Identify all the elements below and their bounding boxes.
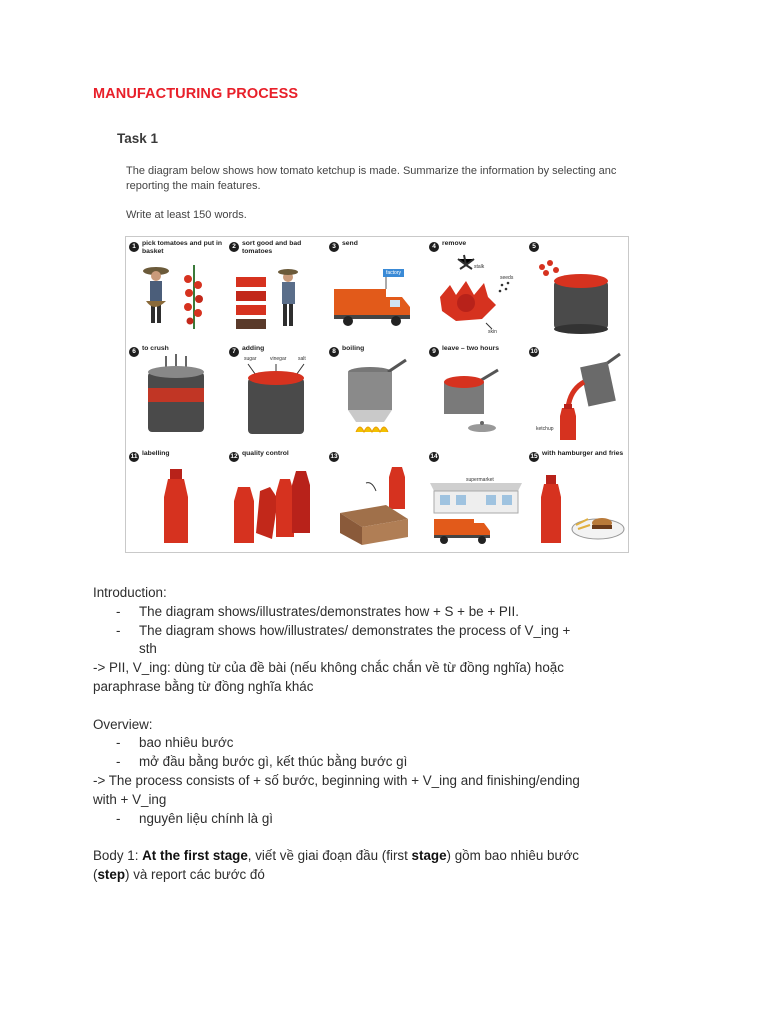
step-number: 13 <box>330 453 338 460</box>
body1-bold-first-stage: At the first stage <box>142 848 248 864</box>
farmer-picking-icon <box>126 237 226 342</box>
body1-end: ) và report các bước đó <box>125 866 265 882</box>
intro-bullet-2-cont-text: sth <box>139 641 157 657</box>
vinegar-label: vinegar <box>270 356 287 362</box>
skin-label: skin <box>488 329 497 335</box>
step-number: 11 <box>130 453 138 460</box>
salt-label: salt <box>298 356 306 362</box>
step-10-cell <box>526 342 626 447</box>
step-15-cell <box>526 447 626 552</box>
step-number: 6 <box>129 347 139 357</box>
step-label: sort good and bad tomatoes <box>242 240 302 255</box>
step-label: to crush <box>142 345 169 352</box>
body1-mid-1: , viết về giai đoạn đầu (first <box>247 848 412 864</box>
body1-bold-step: step <box>97 866 126 882</box>
overview-note-line-1: -> The process consists of + số bước, beginning with + V_ing and finishing/ending <box>93 772 580 788</box>
body1-open-paren: ( <box>93 866 98 882</box>
truck-icon <box>326 237 426 342</box>
supermarket-truck-icon <box>426 447 526 552</box>
task-title: Task 1 <box>117 131 159 146</box>
container-icon <box>526 237 626 342</box>
seeds-label: seeds <box>500 275 514 281</box>
overview-bullet-1-text: bao nhiêu bước <box>139 735 234 751</box>
task-instruction-line-1: The diagram below shows how tomato ketchup is made. Summarize the information by selecting anc <box>126 165 617 177</box>
body1-line-2 <box>93 866 683 885</box>
factory-sign: factory <box>383 269 404 277</box>
step-label: quality control <box>242 450 289 457</box>
step-11-cell <box>126 447 226 552</box>
step-9-cell <box>426 342 526 447</box>
step-label: leave – two hours <box>442 345 500 352</box>
hamburger-fries-icon <box>526 447 626 552</box>
supermarket-sign: supermarket <box>466 477 494 483</box>
step-14-cell <box>426 447 526 552</box>
overview-bullet-1: - bao nhiêu bước <box>116 735 234 751</box>
step-number: 4 <box>429 242 439 252</box>
ketchup-label: ketchup <box>536 426 554 432</box>
body1-bold-stage: stage <box>411 848 447 864</box>
step-number: 3 <box>329 242 339 252</box>
peeled-tomato-icon <box>426 237 526 342</box>
step-label: remove <box>442 240 467 247</box>
step-label: adding <box>242 345 265 352</box>
process-diagram <box>125 236 629 553</box>
overview-bullet-2: - mở đầu bằng bước gì, kết thúc bằng bước gì <box>116 754 408 770</box>
overview-bullet-2-text: mở đầu bằng bước gì, kết thúc bằng bước gì <box>139 754 408 770</box>
boxing-icon <box>326 447 426 552</box>
step-number: 7 <box>229 347 239 357</box>
body1-line-1 <box>93 847 683 866</box>
step-number: 5 <box>529 242 539 252</box>
step-number: 1 <box>129 242 139 252</box>
step-12-cell <box>226 447 326 552</box>
step-label: send <box>342 240 358 247</box>
step-number: 2 <box>229 242 239 252</box>
step-number: 14 <box>430 453 438 460</box>
intro-bullet-1: - The diagram shows/illustrates/demonstrates how + S + be + PII. <box>116 603 519 619</box>
step-label: with hamburger and fries <box>542 450 624 457</box>
intro-note-line-1: -> PII, V_ing: dùng từ của đề bài (nếu không chắc chắn về từ đồng nghĩa) hoặc <box>93 660 564 676</box>
intro-bullet-2-cont <box>93 640 683 659</box>
overview-heading: Overview: <box>93 716 153 732</box>
intro-heading: Introduction: <box>93 585 167 600</box>
step-7-cell <box>226 342 326 447</box>
sorting-tomatoes-icon <box>226 237 326 342</box>
overview-bullet-3: - nguyên liệu chính là gì <box>116 810 274 826</box>
labelled-bottle-icon <box>126 447 226 552</box>
step-8-cell <box>326 342 426 447</box>
step-1-cell <box>126 237 226 342</box>
task-image <box>97 124 675 554</box>
intro-bullet-1-text: The diagram shows/illustrates/demonstrates how + S + be + PII. <box>139 603 519 619</box>
stalk-label: stalk <box>474 264 485 270</box>
intro-bullet-2: - The diagram shows how/illustrates/ demonstrates the process of V_ing + <box>116 622 571 638</box>
boiling-pot-icon <box>326 342 426 447</box>
task-instruction-line-3: Write at least 150 words. <box>126 209 247 221</box>
step-number: 8 <box>329 347 339 357</box>
step-number: 12 <box>230 453 238 460</box>
body1-mid-2: ) gồm bao nhiêu bước <box>446 848 579 864</box>
intro-bullet-2-text: The diagram shows how/illustrates/ demonstrates the process of V_ing + <box>139 622 571 638</box>
pouring-ketchup-icon <box>526 342 626 447</box>
cooling-pot-icon <box>426 342 526 447</box>
step-number: 10 <box>530 348 538 355</box>
body1-prefix: Body 1: <box>93 848 143 864</box>
step-number: 15 <box>530 453 538 460</box>
bottles-quality-icon <box>226 447 326 552</box>
adding-container-icon <box>226 342 326 447</box>
overview-bullet-3-text: nguyên liệu chính là gì <box>139 810 274 826</box>
step-4-cell <box>426 237 526 342</box>
notes-body <box>93 584 683 885</box>
step-3-cell <box>326 237 426 342</box>
step-label: boiling <box>342 345 365 352</box>
step-13-cell <box>326 447 426 552</box>
overview-note-line-2: with + V_ing <box>93 791 167 807</box>
intro-note-line-2: paraphrase bằng từ đồng nghĩa khác <box>93 678 314 694</box>
page-title: MANUFACTURING PROCESS <box>93 86 299 102</box>
step-label: labelling <box>142 450 170 457</box>
crusher-icon <box>126 342 226 447</box>
step-2-cell <box>226 237 326 342</box>
step-label: pick tomatoes and put in basket <box>142 240 223 255</box>
sugar-label: sugar <box>244 356 257 362</box>
step-6-cell <box>126 342 226 447</box>
step-5-cell <box>526 237 626 342</box>
task-instruction-line-2: reporting the main features. <box>126 180 261 192</box>
step-number: 9 <box>429 347 439 357</box>
